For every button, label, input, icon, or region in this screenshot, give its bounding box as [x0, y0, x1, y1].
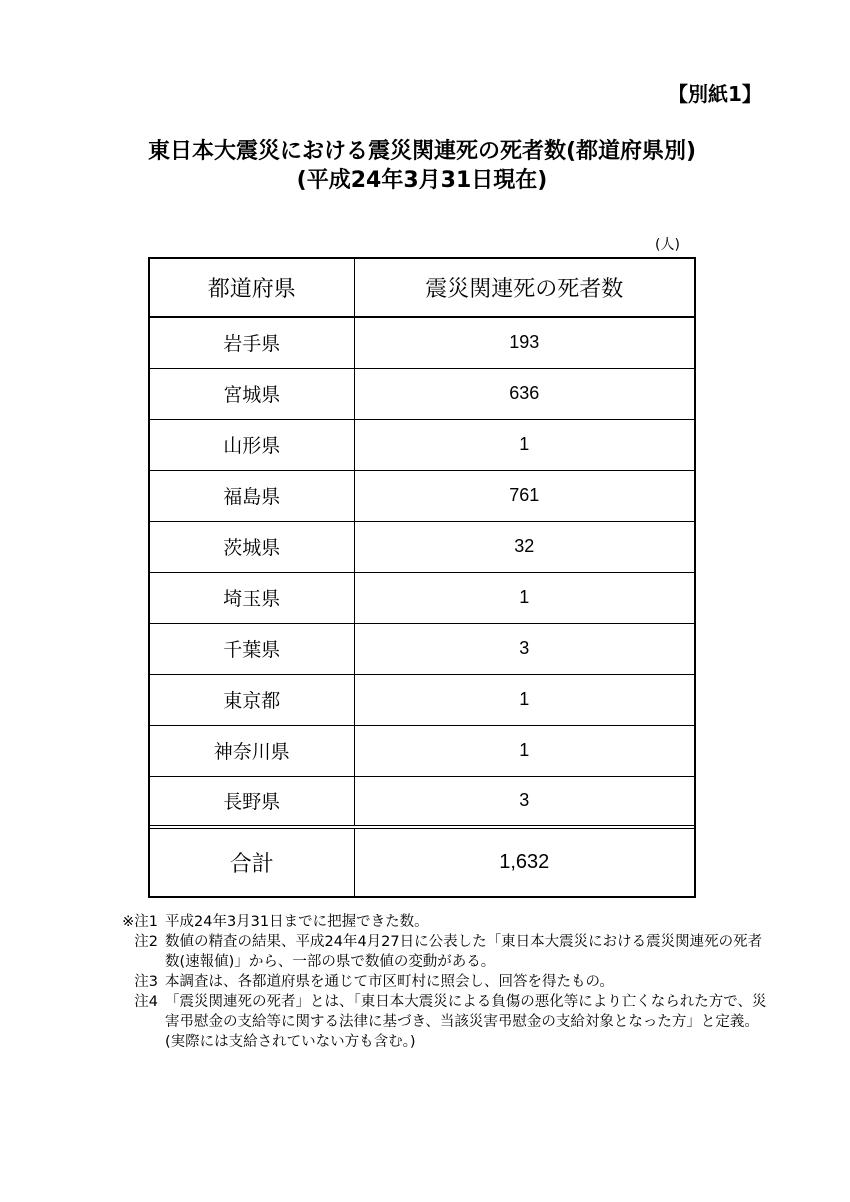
table-row — [150, 368, 694, 419]
deaths-cell: 1 — [354, 725, 694, 776]
deaths-cell: 3 — [354, 623, 694, 674]
page-title: 東日本大震災における震災関連死の死者数(都道府県別) — [147, 139, 697, 164]
table-row — [150, 674, 694, 725]
table-row — [150, 623, 694, 674]
deaths-by-prefecture-table — [150, 259, 694, 896]
table-row — [150, 521, 694, 572]
prefecture-cell: 東京都 — [150, 674, 354, 725]
deaths-table-container — [148, 257, 696, 898]
table-header-row — [150, 259, 694, 317]
note-item — [92, 932, 772, 972]
prefecture-cell: 神奈川県 — [150, 725, 354, 776]
prefecture-cell: 宮城県 — [150, 368, 354, 419]
note-label: 注4 — [134, 994, 158, 1010]
notes-section — [92, 912, 772, 1052]
note-label: 注2 — [134, 934, 158, 950]
note-item — [92, 972, 772, 992]
page-subtitle-date: (平成24年3月31日現在) — [296, 168, 548, 193]
table-row — [150, 572, 694, 623]
deaths-cell: 3 — [354, 776, 694, 827]
table-row — [150, 470, 694, 521]
note-label: ※注1 — [122, 914, 158, 930]
deaths-cell: 761 — [354, 470, 694, 521]
header-prefecture: 都道府県 — [150, 259, 354, 317]
table-row — [150, 317, 694, 368]
note-text: 「震災関連死の死者」とは、「東日本大震災による負傷の悪化等により亡くなられた方で、災害弔慰金の支給等に関する法律に基づき、当該災害弔慰金の支給対象となった方」と定義。(実際には支給されていない方も含む。) — [165, 994, 767, 1050]
deaths-cell: 32 — [354, 521, 694, 572]
prefecture-cell: 埼玉県 — [150, 572, 354, 623]
attachment-label: 【別紙1】 — [668, 82, 762, 106]
table-row — [150, 419, 694, 470]
unit-label: (人) — [655, 237, 680, 253]
note-item — [92, 992, 772, 1052]
total-value: 1,632 — [354, 827, 694, 896]
table-row — [150, 725, 694, 776]
header-deaths: 震災関連死の死者数 — [354, 259, 694, 317]
prefecture-cell: 長野県 — [150, 776, 354, 827]
note-text: 平成24年3月31日までに把握できた数。 — [165, 914, 429, 930]
deaths-cell: 1 — [354, 572, 694, 623]
prefecture-cell: 山形県 — [150, 419, 354, 470]
note-label: 注3 — [134, 974, 158, 990]
note-text: 数値の精査の結果、平成24年4月27日に公表した「東日本大震災における震災関連死の死者数(速報値)」から、一部の県で数値の変動がある。 — [165, 934, 763, 970]
deaths-cell: 1 — [354, 419, 694, 470]
prefecture-cell: 茨城県 — [150, 521, 354, 572]
deaths-cell: 636 — [354, 368, 694, 419]
deaths-cell: 193 — [354, 317, 694, 368]
note-text: 本調査は、各都道府県を通じて市区町村に照会し、回答を得たもの。 — [165, 974, 614, 990]
prefecture-cell: 千葉県 — [150, 623, 354, 674]
deaths-cell: 1 — [354, 674, 694, 725]
total-label: 合計 — [150, 827, 354, 896]
table-row — [150, 776, 694, 827]
prefecture-cell: 岩手県 — [150, 317, 354, 368]
note-item — [92, 912, 772, 932]
table-total-row — [150, 827, 694, 896]
prefecture-cell: 福島県 — [150, 470, 354, 521]
